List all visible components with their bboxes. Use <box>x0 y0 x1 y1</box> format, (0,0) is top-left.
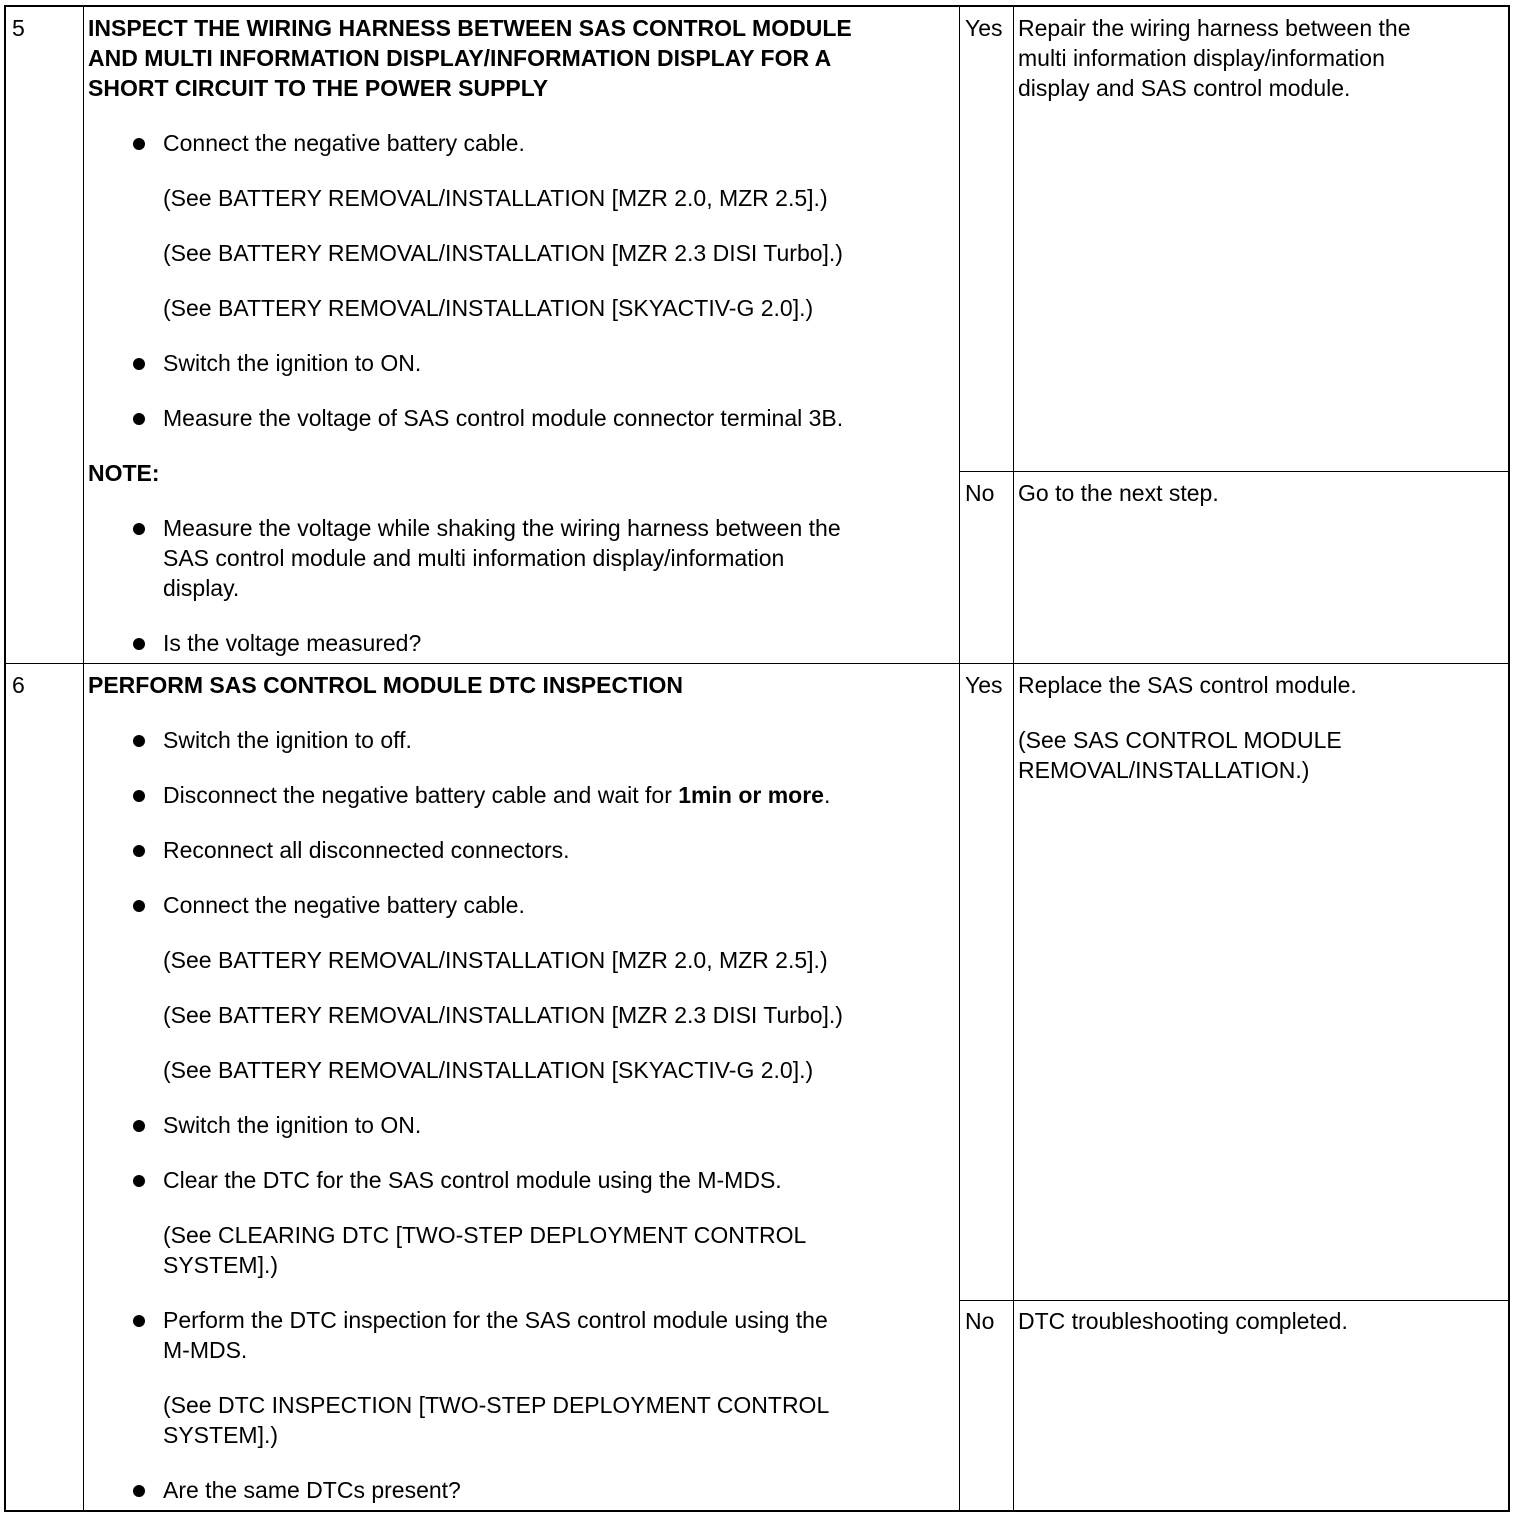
procedure-item: SAS control module and multi information display/information <box>163 545 785 571</box>
column-divider <box>1013 7 1014 1510</box>
step-title-line: PERFORM SAS CONTROL MODULE DTC INSPECTION <box>88 672 684 698</box>
reference-link[interactable]: SYSTEM].) <box>163 1252 279 1278</box>
procedure-item: Measure the voltage of SAS control module connector terminal 3B. <box>163 405 844 431</box>
row-divider <box>6 663 1508 664</box>
bullet-icon <box>133 900 145 912</box>
procedure-item: Clear the DTC for the SAS control module using the M-MDS. <box>163 1167 782 1193</box>
bullet-icon <box>133 638 145 650</box>
procedure-item: M-MDS. <box>163 1337 248 1363</box>
procedure-item-text: Disconnect the negative battery cable and wait for <box>163 782 679 808</box>
no-action-line: Go to the next step. <box>1018 480 1219 506</box>
procedure-question: Is the voltage measured? <box>163 630 422 656</box>
bullet-icon <box>133 413 145 425</box>
yes-action-line: Replace the SAS control module. <box>1018 672 1357 698</box>
yes-no-divider <box>959 1300 1508 1301</box>
reference-link[interactable]: (See SAS CONTROL MODULE <box>1018 727 1342 753</box>
step-number: 6 <box>12 672 25 698</box>
step-title-line: SHORT CIRCUIT TO THE POWER SUPPLY <box>88 75 549 101</box>
bullet-icon <box>133 735 145 747</box>
reference-link[interactable]: (See BATTERY REMOVAL/INSTALLATION [MZR 2.3 DISI Turbo].) <box>163 240 843 266</box>
procedure-item <box>163 780 830 810</box>
bullet-icon <box>133 790 145 802</box>
column-divider <box>959 7 960 1510</box>
reference-link[interactable]: REMOVAL/INSTALLATION.) <box>1018 757 1310 783</box>
step-title-line: INSPECT THE WIRING HARNESS BETWEEN SAS CONTROL MODULE <box>88 15 852 41</box>
no-action-line: DTC troubleshooting completed. <box>1018 1308 1348 1334</box>
procedure-item: Connect the negative battery cable. <box>163 892 525 918</box>
reference-link[interactable]: (See BATTERY REMOVAL/INSTALLATION [MZR 2.0, MZR 2.5].) <box>163 947 828 973</box>
emphasis-text: 1min or more <box>678 782 824 808</box>
reference-link[interactable]: (See BATTERY REMOVAL/INSTALLATION [SKYACTIV-G 2.0].) <box>163 1057 814 1083</box>
reference-link[interactable]: SYSTEM].) <box>163 1422 279 1448</box>
reference-link[interactable]: (See DTC INSPECTION [TWO-STEP DEPLOYMENT CONTROL <box>163 1392 830 1418</box>
procedure-item: Switch the ignition to ON. <box>163 350 422 376</box>
reference-link[interactable]: (See BATTERY REMOVAL/INSTALLATION [MZR 2.3 DISI Turbo].) <box>163 1002 843 1028</box>
column-divider <box>83 7 84 1510</box>
procedure-item: display. <box>163 575 240 601</box>
bullet-icon <box>133 523 145 535</box>
no-label: No <box>965 480 995 506</box>
bullet-icon <box>133 1315 145 1327</box>
no-label: No <box>965 1308 995 1334</box>
bullet-icon <box>133 1120 145 1132</box>
yes-action-line: display and SAS control module. <box>1018 75 1351 101</box>
procedure-item: Reconnect all disconnected connectors. <box>163 837 570 863</box>
procedure-item: Switch the ignition to ON. <box>163 1112 422 1138</box>
bullet-icon <box>133 358 145 370</box>
yes-action-line: Repair the wiring harness between the <box>1018 15 1411 41</box>
yes-label: Yes <box>965 15 1003 41</box>
yes-action-line: multi information display/information <box>1018 45 1385 71</box>
step-title-line: AND MULTI INFORMATION DISPLAY/INFORMATION DISPLAY FOR A <box>88 45 832 71</box>
procedure-item-text: . <box>823 782 831 808</box>
yes-label: Yes <box>965 672 1003 698</box>
procedure-item: Measure the voltage while shaking the wiring harness between the <box>163 515 841 541</box>
bullet-icon <box>133 1485 145 1497</box>
reference-link[interactable]: (See CLEARING DTC [TWO-STEP DEPLOYMENT CONTROL <box>163 1222 807 1248</box>
bullet-icon <box>133 138 145 150</box>
procedure-item: Perform the DTC inspection for the SAS control module using the <box>163 1307 828 1333</box>
procedure-item: Connect the negative battery cable. <box>163 130 525 156</box>
bullet-icon <box>133 845 145 857</box>
procedure-question: Are the same DTCs present? <box>163 1477 461 1503</box>
yes-no-divider <box>959 471 1508 472</box>
procedure-item: Switch the ignition to off. <box>163 727 412 753</box>
step-number: 5 <box>12 15 25 41</box>
reference-link[interactable]: (See BATTERY REMOVAL/INSTALLATION [MZR 2.0, MZR 2.5].) <box>163 185 828 211</box>
note-label: NOTE: <box>88 460 160 486</box>
bullet-icon <box>133 1175 145 1187</box>
reference-link[interactable]: (See BATTERY REMOVAL/INSTALLATION [SKYACTIV-G 2.0].) <box>163 295 814 321</box>
